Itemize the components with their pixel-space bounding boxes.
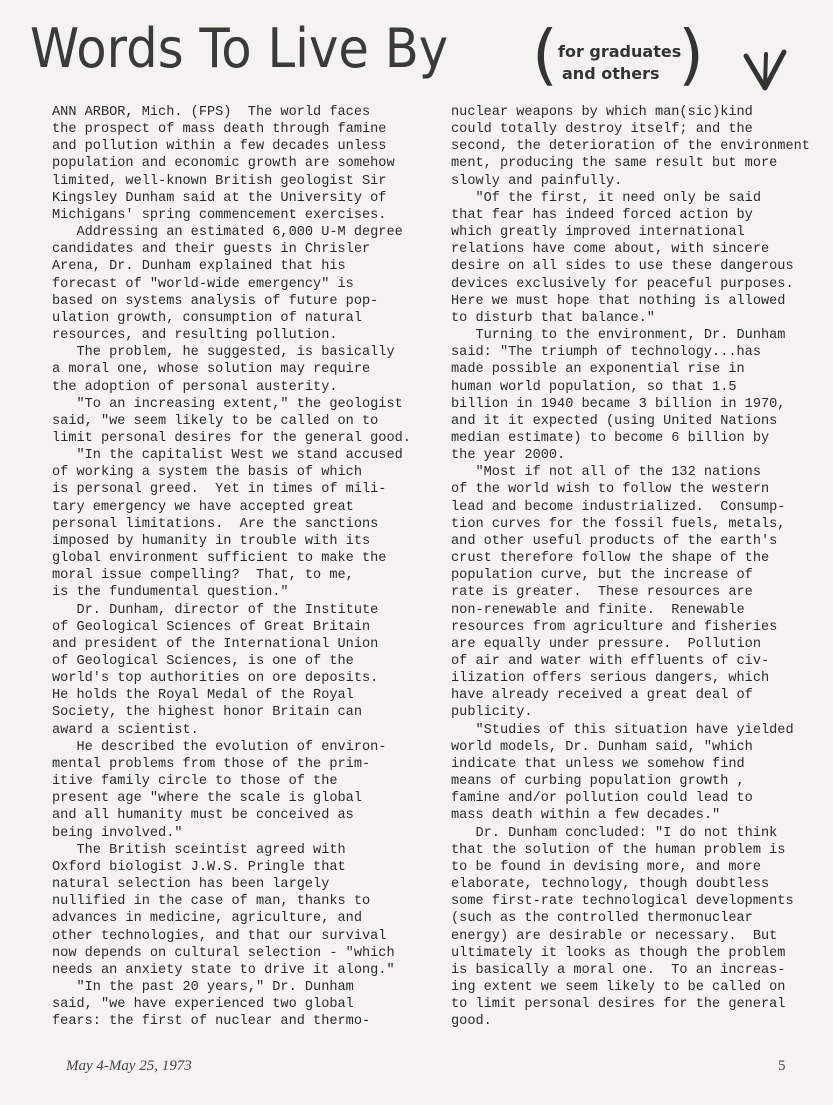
text-line: ANN ARBOR, Mich. (FPS) The world faces: [52, 105, 371, 120]
text-line: the prospect of mass death through famine: [52, 122, 387, 138]
text-line: and other useful products of the earth's: [451, 533, 778, 549]
text-line: resources, and resulting pollution.: [52, 328, 338, 344]
text-line: made possible an exponential rise in: [451, 362, 745, 378]
text-line: world's top authorities on ore deposits.: [52, 671, 379, 687]
text-line: human world population, so that 1.5: [451, 379, 737, 395]
text-line: that fear has indeed forced action by: [451, 207, 753, 223]
text-line: to be found in devising more, and more: [451, 859, 761, 875]
left-column: [52, 104, 422, 1030]
text-line: the year 2000.: [451, 448, 566, 464]
text-line: means of curbing population growth ,: [451, 774, 745, 790]
text-line: fears: the first of nuclear and thermo-: [52, 1014, 371, 1030]
text-line: Dr. Dunham concluded: "I do not think: [451, 825, 778, 841]
text-line: have already received a great deal of: [451, 688, 753, 704]
text-line: other technologies, and that our survival: [52, 928, 387, 944]
text-line: present age "where the scale is global: [52, 791, 362, 807]
text-line: forecast of "world-wide emergency" is: [52, 276, 354, 292]
text-line: The problem, he suggested, is basically: [52, 345, 395, 361]
right-column: [451, 104, 831, 1030]
text-line: being involved.": [52, 825, 183, 841]
text-line: population and economic growth are somehow: [52, 156, 395, 172]
text-line: said: "The triumph of technology...has: [451, 345, 761, 361]
text-line: limit personal desires for the general good.: [52, 430, 411, 446]
text-line: He holds the Royal Medal of the Royal: [52, 688, 354, 704]
text-line: Arena, Dr. Dunham explained that his: [52, 259, 346, 275]
text-line: lead and become industrialized. Consump-: [451, 499, 786, 515]
text-line: Here we must hope that nothing is allowed: [451, 293, 786, 309]
down-arrow-icon: [738, 46, 794, 94]
text-line: and pollution within a few decades unless: [52, 139, 387, 155]
text-line: mass death within a few decades.": [451, 808, 721, 824]
text-line: population curve, but the increase of: [451, 568, 753, 584]
text-line: itive family circle to those of the: [52, 774, 338, 790]
text-line: nuclear weapons by which man(sic)kind: [451, 105, 753, 120]
text-line: resources from agriculture and fisheries: [451, 619, 778, 635]
text-line: nullified in the case of man, thanks to: [52, 894, 371, 910]
text-line: imposed by humanity in trouble with its: [52, 533, 371, 549]
text-line: now depends on cultural selection - "which: [52, 945, 395, 961]
text-line: median estimate) to become 6 billion by: [451, 430, 770, 446]
text-line: Dr. Dunham, director of the Institute: [52, 602, 379, 618]
text-line: to limit personal desires for the general: [451, 997, 786, 1013]
text-line: said, "we have experienced two global: [52, 997, 354, 1013]
close-paren-glyph: ): [678, 16, 704, 93]
text-line: needs an anxiety state to drive it along.": [52, 962, 395, 978]
text-line: is the fundumental question.": [52, 585, 289, 601]
text-line: ment, producing the same result but more: [451, 156, 778, 172]
text-line: Michigans' spring commencement exercises.: [52, 207, 387, 223]
text-line: crust therefore follow the shape of the: [451, 551, 770, 567]
text-line: "Of the first, it need only be said: [451, 190, 761, 206]
text-line: Kingsley Dunham said at the University of: [52, 190, 387, 206]
text-line: of air and water with effluents of civ-: [451, 654, 770, 669]
text-line: personal limitations. Are the sanctions: [52, 516, 379, 532]
text-line: indicate that unless we somehow find: [451, 756, 745, 772]
text-line: of the world wish to follow the western: [451, 482, 770, 498]
text-line: tary emergency we have accepted great: [52, 499, 354, 515]
note-line-2: and others: [562, 64, 660, 83]
text-line: The British sceintist agreed with: [52, 842, 346, 858]
text-line: are equally under pressure. Pollution: [451, 636, 761, 652]
text-line: non-renewable and finite. Renewable: [451, 602, 745, 618]
text-line: candidates and their guests in Chrisler: [52, 242, 371, 258]
text-line: tion curves for the fossil fuels, metals,: [451, 516, 786, 532]
text-line: mental problems from those of the prim-: [52, 756, 371, 772]
issue-date: May 4-May 25, 1973: [66, 1058, 192, 1074]
text-line: global environment sufficient to make the: [52, 551, 387, 567]
text-line: which greatly improved international: [451, 225, 745, 241]
page-number: 5: [778, 1058, 786, 1074]
note-line-1: for graduates: [558, 42, 682, 61]
text-line: could totally destroy itself; and the: [451, 122, 753, 138]
text-line: good.: [451, 1014, 492, 1030]
text-line: based on systems analysis of future pop-: [52, 293, 379, 309]
text-line: rate is greater. These resources are: [451, 585, 753, 601]
text-line: Society, the highest honor Britain can: [52, 705, 362, 721]
text-line: of working a system the basis of which: [52, 465, 362, 481]
text-line: that the solution of the human problem is: [451, 842, 786, 858]
text-line: (such as the controlled thermonuclear: [451, 911, 753, 927]
text-line: elaborate, technology, though doubtless: [451, 877, 770, 893]
text-line: some first-rate technological developments: [451, 894, 794, 910]
text-line: is personal greed. Yet in times of mili-: [52, 482, 387, 498]
text-line: is basically a moral one. To an increas-: [451, 962, 786, 978]
text-line: He described the evolution of environ-: [52, 739, 387, 755]
text-line: second, the deterioration of the environment: [451, 139, 810, 155]
text-line: said, "we seem likely to be called on to: [52, 413, 379, 429]
text-line: and president of the International Union: [52, 636, 379, 652]
text-line: "To an increasing extent," the geologist: [52, 396, 403, 412]
text-line: Turning to the environment, Dr. Dunham: [451, 328, 786, 344]
text-line: to disturb that balance.": [451, 310, 655, 326]
text-line: and all humanity must be conceived as: [52, 808, 354, 824]
text-line: a moral one, whose solution may require: [52, 362, 371, 378]
text-line: world models, Dr. Dunham said, "which: [451, 739, 753, 755]
text-line: slowly and painfully.: [451, 173, 623, 189]
text-line: ultimately it looks as though the problem: [451, 945, 786, 961]
text-line: billion in 1940 became 3 billion in 1970,: [451, 396, 786, 412]
text-line: advances in medicine, agriculture, and: [52, 911, 362, 927]
text-line: "Studies of this situation have yielded: [451, 722, 794, 738]
text-line: desire on all sides to use these dangerous: [451, 259, 794, 275]
text-line: of Geological Sciences, is one of the: [52, 654, 354, 669]
text-line: ilization offers serious dangers, which: [451, 671, 770, 687]
text-line: and it it expected (using United Nations: [451, 413, 778, 429]
text-line: energy) are desirable or necessary. But: [451, 928, 778, 944]
text-line: publicity.: [451, 705, 533, 721]
text-line: limited, well-known British geologist Sir: [52, 173, 387, 189]
text-line: "Most if not all of the 132 nations: [451, 465, 761, 481]
text-line: the adoption of personal austerity.: [52, 379, 338, 395]
text-line: ulation growth, consumption of natural: [52, 310, 362, 326]
text-line: relations have come about, with sincere: [451, 242, 770, 258]
text-line: Oxford biologist J.W.S. Pringle that: [52, 859, 346, 875]
subtitle-note: [532, 16, 704, 93]
text-line: of Geological Sciences of Great Britain: [52, 619, 371, 635]
text-line: devices exclusively for peaceful purposes.: [451, 276, 794, 292]
text-line: natural selection has been largely: [52, 877, 330, 893]
text-line: famine and/or pollution could lead to: [451, 791, 753, 807]
text-line: "In the past 20 years," Dr. Dunham: [52, 979, 354, 995]
open-paren-glyph: (: [532, 16, 558, 93]
page-title: Words To Live By: [30, 17, 449, 80]
text-line: moral issue compelling? That, to me,: [52, 568, 354, 584]
text-line: Addressing an estimated 6,000 U-M degree: [52, 225, 403, 241]
text-line: "In the capitalist West we stand accused: [52, 448, 403, 464]
text-line: ing extent we seem likely to be called on: [451, 979, 786, 995]
text-line: award a scientist.: [52, 722, 199, 738]
